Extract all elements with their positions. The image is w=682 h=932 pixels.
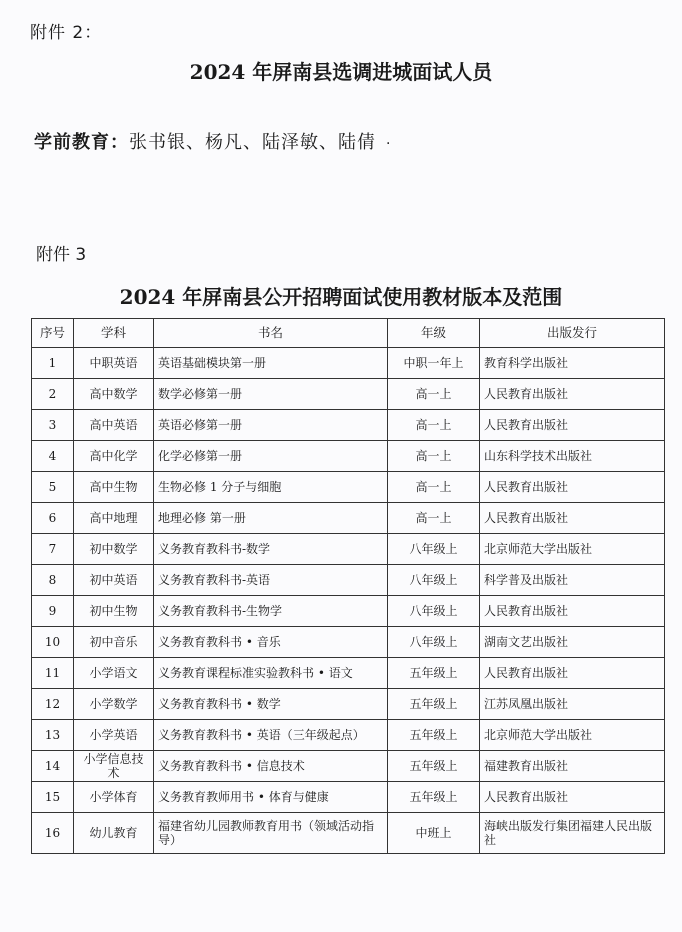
preschool-label: 学前教育： [34, 132, 129, 153]
cell-grade: 五年级上 [388, 782, 480, 813]
cell-book: 数学必修第一册 [154, 379, 388, 410]
cell-index: 3 [32, 410, 74, 441]
cell-book: 义务教育教师用书 • 体育与健康 [154, 782, 388, 813]
cell-subject: 高中英语 [74, 410, 154, 441]
table-row [32, 503, 665, 534]
table-body [32, 348, 665, 854]
cell-book: 义务教育教科书-数学 [154, 534, 388, 565]
cell-book: 地理必修 第一册 [154, 503, 388, 534]
textbook-table [31, 318, 665, 854]
cell-book: 义务教育教科书 • 数学 [154, 689, 388, 720]
cell-publisher: 人民教育出版社 [480, 472, 665, 503]
cell-subject: 小学体育 [74, 782, 154, 813]
cell-grade: 中职一年上 [388, 348, 480, 379]
cell-publisher: 山东科学技术出版社 [480, 441, 665, 472]
cell-grade: 高一上 [388, 410, 480, 441]
table-row [32, 658, 665, 689]
cell-book: 英语必修第一册 [154, 410, 388, 441]
table-row [32, 813, 665, 854]
cell-grade: 高一上 [388, 441, 480, 472]
table-row [32, 472, 665, 503]
cell-publisher: 人民教育出版社 [480, 658, 665, 689]
cell-grade: 五年级上 [388, 658, 480, 689]
cell-book: 义务教育教科书 • 音乐 [154, 627, 388, 658]
cell-index: 7 [32, 534, 74, 565]
cell-index: 10 [32, 627, 74, 658]
cell-index: 9 [32, 596, 74, 627]
header-book: 书名 [154, 319, 388, 348]
cell-grade: 五年级上 [388, 751, 480, 782]
preschool-names: 张书银、杨凡、陆泽敏、陆倩 [129, 132, 376, 153]
cell-publisher: 人民教育出版社 [480, 410, 665, 441]
cell-publisher: 江苏凤凰出版社 [480, 689, 665, 720]
table-row [32, 441, 665, 472]
cell-grade: 八年级上 [388, 627, 480, 658]
attachment-2-label: 附件 2： [30, 23, 103, 43]
cell-publisher: 人民教育出版社 [480, 782, 665, 813]
cell-grade: 八年级上 [388, 534, 480, 565]
cell-publisher: 北京师范大学出版社 [480, 534, 665, 565]
cell-subject: 小学英语 [74, 720, 154, 751]
cell-subject: 初中数学 [74, 534, 154, 565]
interview-title: 2024 年屏南县选调进城面试人员 [189, 60, 493, 84]
cell-subject: 初中英语 [74, 565, 154, 596]
cell-index: 13 [32, 720, 74, 751]
cell-index: 1 [32, 348, 74, 379]
cell-grade: 中班上 [388, 813, 480, 854]
table-row [32, 782, 665, 813]
cell-book: 义务教育教科书-生物学 [154, 596, 388, 627]
cell-grade: 八年级上 [388, 565, 480, 596]
cell-subject: 幼儿教育 [74, 813, 154, 854]
cell-subject: 小学信息技术 [74, 751, 154, 782]
cell-grade: 高一上 [388, 503, 480, 534]
cell-publisher: 福建教育出版社 [480, 751, 665, 782]
header-index: 序号 [32, 319, 74, 348]
cell-publisher: 科学普及出版社 [480, 565, 665, 596]
cell-book: 生物必修 1 分子与细胞 [154, 472, 388, 503]
cell-subject: 小学语文 [74, 658, 154, 689]
header-grade: 年级 [388, 319, 480, 348]
cell-subject: 中职英语 [74, 348, 154, 379]
cell-index: 14 [32, 751, 74, 782]
cell-publisher: 人民教育出版社 [480, 596, 665, 627]
cell-index: 16 [32, 813, 74, 854]
cell-index: 12 [32, 689, 74, 720]
cell-publisher: 湖南文艺出版社 [480, 627, 665, 658]
table-row [32, 410, 665, 441]
cell-book: 义务教育教科书-英语 [154, 565, 388, 596]
cell-publisher: 教育科学出版社 [480, 348, 665, 379]
preschool-line [34, 128, 391, 154]
cell-subject: 高中数学 [74, 379, 154, 410]
cell-index: 2 [32, 379, 74, 410]
cell-index: 5 [32, 472, 74, 503]
cell-publisher: 海峡出版发行集团福建人民出版社 [480, 813, 665, 854]
cell-grade: 五年级上 [388, 720, 480, 751]
cell-index: 4 [32, 441, 74, 472]
cell-book: 化学必修第一册 [154, 441, 388, 472]
cell-publisher: 人民教育出版社 [480, 379, 665, 410]
table-row [32, 596, 665, 627]
cell-book: 福建省幼儿园教师教育用书（领域活动指导） [154, 813, 388, 854]
cell-publisher: 人民教育出版社 [480, 503, 665, 534]
table-row [32, 689, 665, 720]
cell-subject: 初中生物 [74, 596, 154, 627]
table-row [32, 348, 665, 379]
table-row [32, 751, 665, 782]
cell-grade: 八年级上 [388, 596, 480, 627]
table-row [32, 627, 665, 658]
cell-grade: 高一上 [388, 472, 480, 503]
trailing-mark: · [386, 136, 392, 152]
cell-subject: 高中化学 [74, 441, 154, 472]
cell-subject: 小学数学 [74, 689, 154, 720]
table-row [32, 534, 665, 565]
table-header-row [32, 319, 665, 348]
cell-index: 6 [32, 503, 74, 534]
cell-subject: 初中音乐 [74, 627, 154, 658]
cell-publisher: 北京师范大学出版社 [480, 720, 665, 751]
table-row [32, 720, 665, 751]
cell-book: 义务教育教科书 • 信息技术 [154, 751, 388, 782]
cell-index: 15 [32, 782, 74, 813]
textbook-title: 2024 年屏南县公开招聘面试使用教材版本及范围 [119, 285, 563, 309]
header-subject: 学科 [74, 319, 154, 348]
cell-subject: 高中生物 [74, 472, 154, 503]
table-row [32, 379, 665, 410]
cell-grade: 五年级上 [388, 689, 480, 720]
cell-book: 英语基础模块第一册 [154, 348, 388, 379]
header-publisher: 出版发行 [480, 319, 665, 348]
table-row [32, 565, 665, 596]
cell-index: 11 [32, 658, 74, 689]
cell-grade: 高一上 [388, 379, 480, 410]
cell-index: 8 [32, 565, 74, 596]
cell-subject: 高中地理 [74, 503, 154, 534]
cell-book: 义务教育教科书 • 英语（三年级起点） [154, 720, 388, 751]
attachment-3-label: 附件 3 [36, 245, 87, 265]
cell-book: 义务教育课程标准实验教科书 • 语文 [154, 658, 388, 689]
